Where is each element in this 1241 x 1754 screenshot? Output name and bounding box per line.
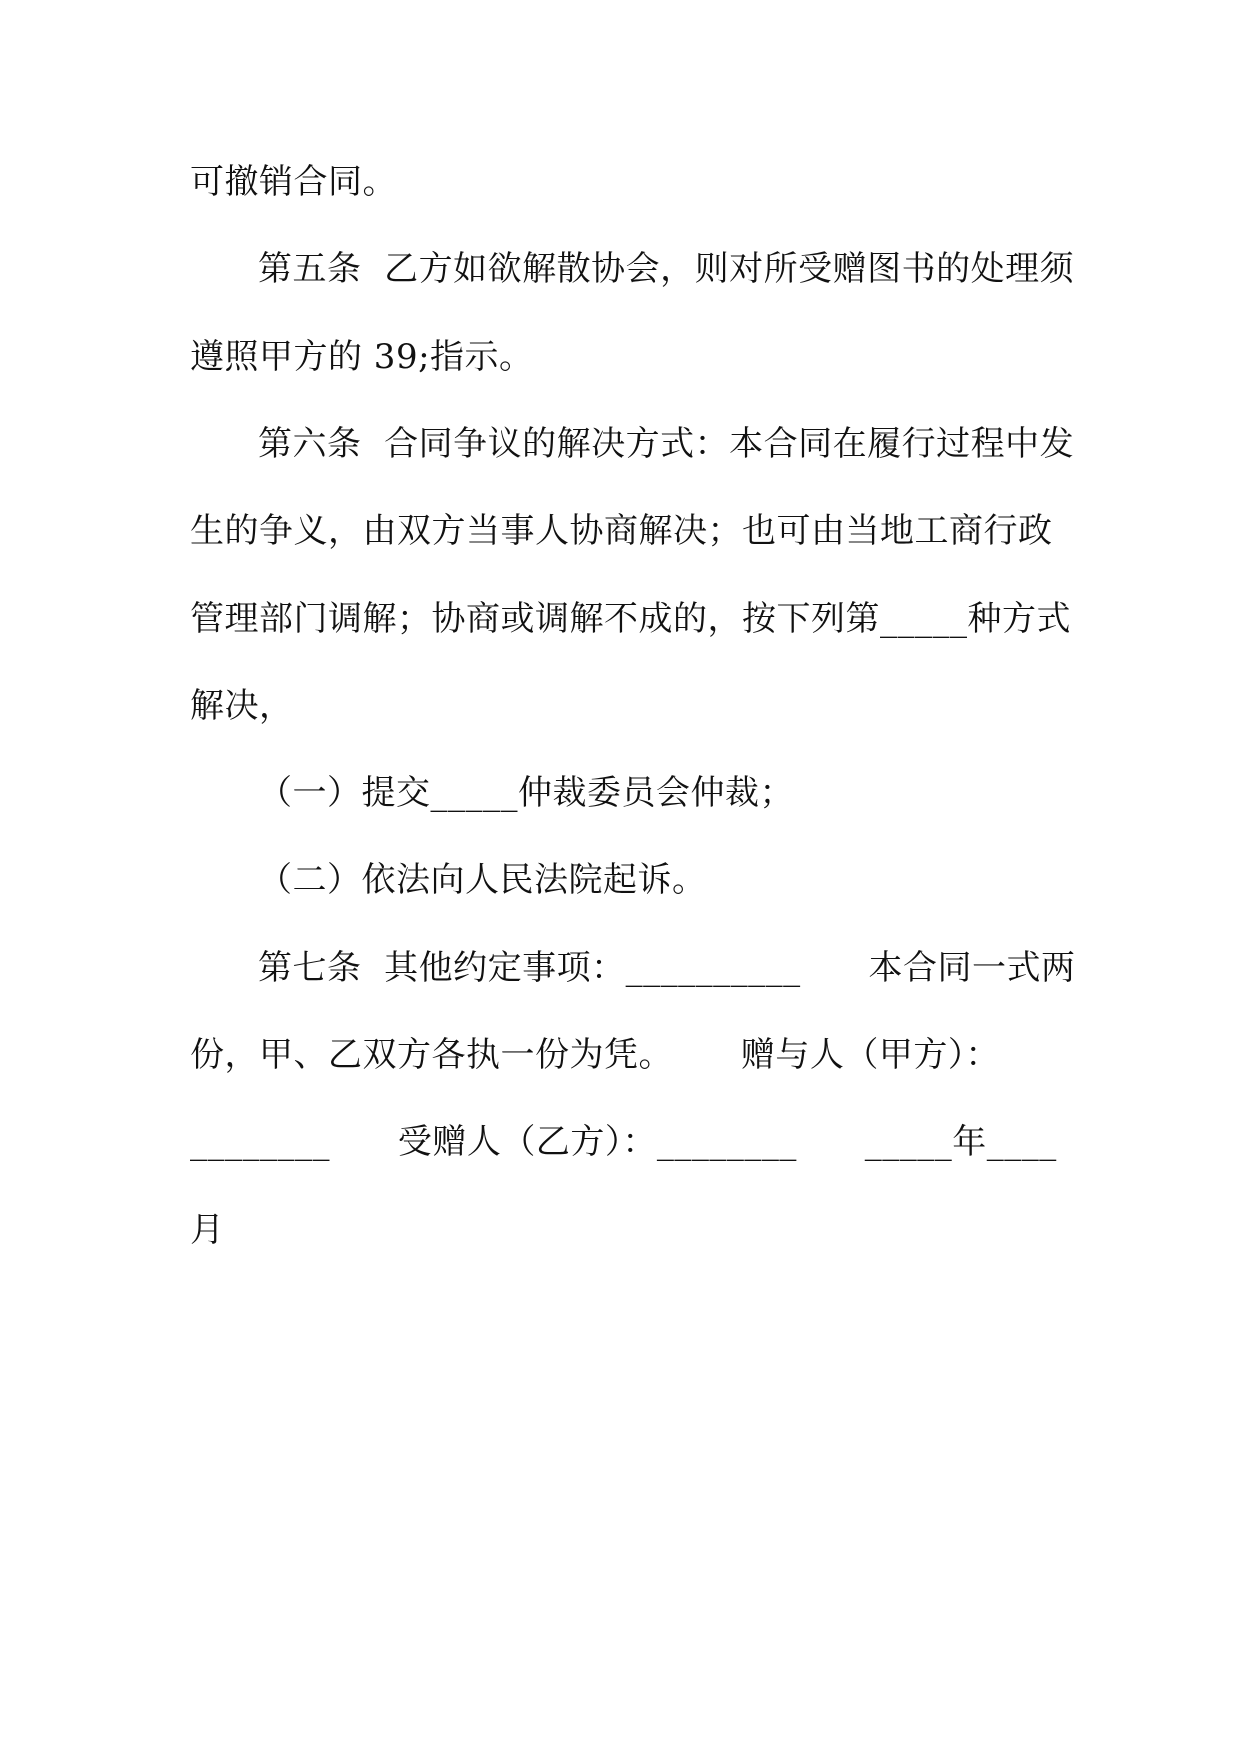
article-6-line-2: 生的争义，由双方当事人协商解决；也可由当地工商行政 <box>190 511 1053 551</box>
article-5-line-1: 第五条 乙方如欲解散协会，则对所受赠图书的处理须 <box>258 249 1075 289</box>
article-6-line-3: 管理部门调解；协商或调解不成的，按下列第_____种方式 <box>190 599 1071 639</box>
article-6-line-4: 解决， <box>190 686 294 726</box>
article-6-line-1: 第六条 合同争议的解决方式：本合同在履行过程中发 <box>258 424 1075 464</box>
option-2-line: （二）依法向人民法院起诉。 <box>258 860 707 900</box>
article-7-line-2: 份，甲、乙双方各执一份为凭。 赠与人（甲方）： <box>190 1035 1000 1075</box>
article-7-line-1: 第七条 其他约定事项：__________ 本合同一式两 <box>258 948 1076 988</box>
signature-line: ________ 受赠人（乙方）：________ _____年____ <box>190 1122 1057 1162</box>
option-1-line: （一）提交_____仲裁委员会仲裁； <box>258 773 794 813</box>
text-line-1: 可撤销合同。 <box>190 162 397 202</box>
date-month-line: 月 <box>190 1210 225 1250</box>
article-5-line-2: 遵照甲方的 39;指示。 <box>190 337 534 377</box>
